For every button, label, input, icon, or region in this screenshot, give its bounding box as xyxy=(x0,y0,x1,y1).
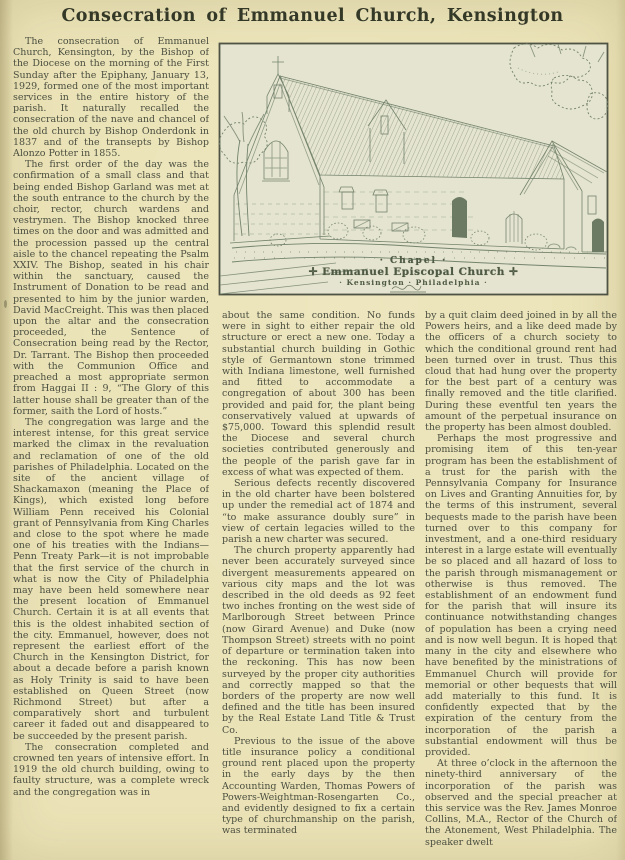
paragraph: The first order of the day was the confirmation of a small class and that being ended Bishop Garland was met at the south entrance to the church by the choir, rector, church wardens and vestrymen. The Bishop knocked three times on the door and was admitted and the procession passed up the central aisle to the chancel repeating the Psalm XXIV. The Bishop, seated in his chair within the sanctuary, caused the Instrument of Donation to be read and presented to him by the junior warden, David MacCreight. This was then placed upon the altar and the consecration proceeded, the Sentence of Consecration being read by the Rector, Dr. Tarrant. The Bishop then proceeded with the Communion Office and preached a most appropriate sermon from Haggai II : 9, “The Glory of this latter house shall be greater than of the former, saith the Lord of hosts.” xyxy=(13,159,209,417)
caption-line-church-name: ✛ Emmanuel Episcopal Church ✛ xyxy=(308,265,519,278)
paper-speck xyxy=(4,300,7,308)
article-title: Consecration of Emmanuel Church, Kensington xyxy=(61,6,564,26)
paper-speck xyxy=(93,12,97,15)
paragraph: The church property apparently had never been accurately surveyed since divergent measurements appeared on various city maps and the lot was described in the old deeds as 92 feet two inches fronting on the west side of Marlborough Street between Prince (now Girard Avenue) and Duke (now Thompson Street) streets with no point of departure or termination taken into the reckoning. This has now been surveyed by the proper city authorities and correctly mapped so that the borders of the property are now well defined and the title has been insured by the Real Estate Land Title & Trust Co. xyxy=(222,545,415,736)
paragraph: about the same condition. No funds were in sight to either repair the old structure or erect a new one. Today a substantial church building in Gothic style of Germantown stone trimmed with Indiana limestone, well furnished and fitted to accommodate a congregation of about 300 has been provided and paid for, the plant being conservatively valued at upwards of $75,000. Toward this splendid result the Diocese and several church societies contributed generously and the people of the parish gave far in excess of what was expected of them. xyxy=(222,310,415,478)
doorway xyxy=(452,197,467,238)
paragraph: by a quit claim deed joined in by all the Powers heirs, and a like deed made by the officers of a church society to which the conditional ground rent had been turned over in trust. Thus this cloud that had hung over the property for the best part of a century was finally removed and the title clarified. During these eventful ten years the amount of the perpetual insurance on the property has been almost doubled. xyxy=(425,310,617,434)
illustration-caption xyxy=(218,257,609,287)
church-illustration xyxy=(218,42,609,296)
caption-line-chapel: · Chapel · xyxy=(379,256,448,266)
paragraph: The consecration completed and crowned ten years of intensive effort. In 1919 the old church building, owing to faulty structure, was a complete wreck and the congregation was in xyxy=(13,741,209,798)
paragraph: At three o’clock in the afternoon the ninety-third anniversary of the incorporation of the parish was observed and the special preacher at this service was the Rev. James Monroe Collins, M.A., Rector of the Church of the Atonement, West Philadelphia. The speaker dwelt xyxy=(425,758,617,848)
caption-line-location: · Kensington · Philadelphia · xyxy=(339,278,488,288)
paragraph: Previous to the issue of the above title insurance policy a conditional ground rent placed upon the property in the early days by the then Accounting Warden, Thomas Powers of Powers-Weightman-Rosengarten Co., and evidently designed to fix a certain type of churchmanship on the parish, was terminated xyxy=(222,735,415,837)
paragraph: Perhaps the most progressive and promising item of this ten-year program has been the establishment of a trust for the parish with the Pennsylvania Company for Insurance on Lives and Granting Annuities for, by the terms of this instrument, several bequests made to the parish have been turned over to this company for investment, and a one-third residuary interest in a large estate will eventually be so placed and all hazard of loss to the parish through mismanagement or otherwise is thus removed. The establishment of an endowment fund for the parish that will insure its continuance notwithstanding changes of population has been a crying need and is now well begun. It is hoped that many in the city and elsewhere who have benefited by the ministrations of Emmanuel Church will provide for memorial or other bequests that will add materially to this fund. It is confidently expected that by the expiration of the century from the incorporation of the parish a substantial endowment will thus be provided. xyxy=(425,433,617,758)
paragraph: The consecration of Emmanuel Church, Kensington, by the Bishop of the Diocese on the morning of the First Sunday after the Epiphany, January 13, 1929, formed one of the most important services in the entire history of the parish. It naturally recalled the consecration of the nave and chancel of the old church by Bishop Onderdonk in 1837 and of the transepts by Bishop Alonzo Potter in 1855. xyxy=(13,36,209,160)
column-left xyxy=(13,36,209,854)
paragraph: Serious defects recently discovered in the old charter have been bolstered up under the remedial act of 1874 and “to make assurance doubly sure” in view of certain legacies willed to the parish a new charter was secured. xyxy=(222,478,415,546)
paragraph: The congregation was large and the interest intense, for this great service marked the climax in the revaluation and reclamation of one of the old parishes of Philadelphia. Located on the site of the ancient village of Shackamaxon (meaning the Place of Kings), which existed long before William Penn received his Colonial grant of Pennsylvania from King Charles and close to the spot where he made one of his treaties with the Indians—Penn Treaty Park—it is not improbable that the first service of the church in what is now the City of Philadelphia may have been held somewhere near the present location of Emmanuel Church. Certain it is at all events that this is the oldest inhabited section of the city. Emmanuel, however, does not represent the earliest effort of the Church in the Kensington District, for about a decade before a parish known as Holy Trinity is said to have been established on Queen Street (now Richmond Street) but after a comparatively short and turbulent career it faded out and disappeared to be succeeded by the present parish. xyxy=(13,416,209,742)
paper-speck xyxy=(611,640,613,645)
column-right xyxy=(425,310,617,857)
column-middle xyxy=(222,310,415,857)
